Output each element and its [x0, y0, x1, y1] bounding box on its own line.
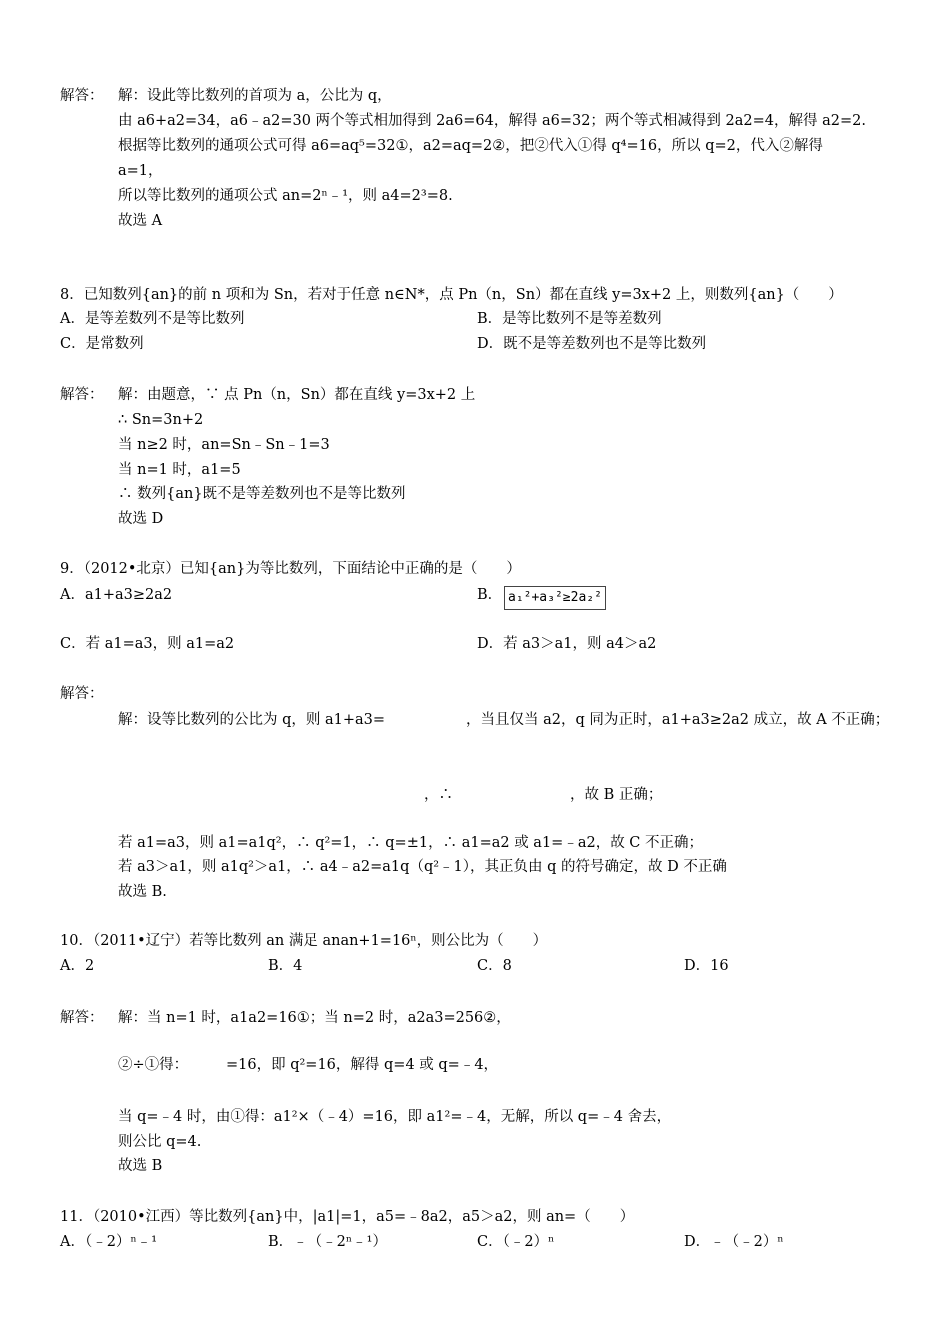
- q7-answer-line: 所以等比数列的通项公式 an=2ⁿ﹣¹，则 a4=2³=8.: [118, 188, 453, 204]
- q10-answer-line: 当 q=﹣4 时，由①得：a1²×（﹣4）=16，即 a1²=﹣4，无解，所以 q=﹣4 舍去，: [118, 1109, 672, 1125]
- q8-option-d: D．既不是等差数列也不是等比数列: [477, 336, 707, 352]
- q9-answer-line: ，当且仅当 a2，q 同为正时，a1+a3≥2a2 成立，故 A 不正确；: [466, 712, 890, 728]
- q8-answer-line: ∴ Sn=3n+2: [118, 412, 204, 428]
- q10-answer-line: =16，即 q²=16，解得 q=4 或 q=﹣4，: [226, 1057, 499, 1073]
- q7-answer-label: 解答：: [60, 88, 104, 104]
- q9-answer-line: 若 a3＞a1，则 a1q²＞a1，∴ a4﹣a2=a1q（q²﹣1），其正负由 q 的符号确定，故 D 不正确: [118, 859, 727, 875]
- q7-answer-line: 根据等比数列的通项公式可得 a6=aq⁵=32①，a2=aq=2②，把②代入①得 q⁴=16，所以 q=2，代入②解得: [118, 138, 823, 154]
- q11-option-b: B．﹣（﹣2ⁿ﹣¹）: [268, 1234, 387, 1250]
- q8-stem: 8．已知数列{an}的前 n 项和为 Sn，若对于任意 n∈N*，点 Pn（n，Sn）都在直线 y=3x+2 上，则数列{an}（ ）: [60, 287, 843, 303]
- q9-option-d: D．若 a3＞a1，则 a4＞a2: [477, 636, 657, 652]
- q10-stem: 10．（2011•辽宁）若等比数列 an 满足 anan+1=16ⁿ，则公比为（ ）: [60, 933, 548, 949]
- q10-option-d: D．16: [684, 958, 729, 974]
- q10-answer-line: 故选 B: [118, 1158, 163, 1174]
- q8-option-c: C．是常数列: [60, 336, 144, 352]
- q8-option-b: B．是等比数列不是等差数列: [477, 311, 662, 327]
- q10-answer-line: 则公比 q=4.: [118, 1134, 202, 1150]
- q9-answer-line: 若 a1=a3，则 a1=a1q²，∴ q²=1，∴ q=±1，∴ a1=a2 或 a1=﹣a2，故 C 不正确；: [118, 835, 704, 851]
- q8-answer-line: 故选 D: [118, 511, 164, 527]
- q9-answer-line: 解：设等比数列的公比为 q，则 a1+a3=: [118, 712, 386, 728]
- q8-answer-label: 解答：: [60, 387, 104, 403]
- q7-answer-line: a=1，: [118, 163, 163, 179]
- q9-answer-line: ，故 B 正确；: [570, 787, 663, 803]
- q9-option-b-formula: [504, 586, 606, 610]
- q8-option-a: A．是等差数列不是等比数列: [60, 311, 245, 327]
- q11-option-d: D．﹣（﹣2）ⁿ: [684, 1234, 784, 1250]
- q10-answer-line: 解：当 n=1 时，a1a2=16①；当 n=2 时，a2a3=256②，: [118, 1010, 511, 1026]
- q7-answer-line: 故选 A: [118, 213, 163, 229]
- q8-answer-line: 当 n=1 时，a1=5: [118, 462, 241, 478]
- formula-image: a₁²+a₃²≥2a₂²: [504, 586, 606, 610]
- q11-stem: 11．（2010•江西）等比数列{an}中，|a1|=1，a5=﹣8a2，a5＞a2，则 an=（ ）: [60, 1209, 635, 1225]
- q10-option-c: C．8: [477, 958, 512, 974]
- q10-answer-line: ②÷①得：: [118, 1057, 189, 1073]
- q9-option-c: C．若 a1=a3，则 a1=a2: [60, 636, 235, 652]
- q10-answer-label: 解答：: [60, 1010, 104, 1026]
- q7-answer-line: 由 a6+a2=34，a6﹣a2=30 两个等式相加得到 2a6=64，解得 a6=32；两个等式相减得到 2a2=4，解得 a2=2.: [118, 113, 866, 129]
- q10-option-a: A．2: [60, 958, 95, 974]
- q9-option-b: B．: [477, 587, 503, 603]
- q9-answer-line: 故选 B.: [118, 884, 167, 900]
- q9-option-a: A．a1+a3≥2a2: [60, 587, 173, 603]
- q10-option-b: B．4: [268, 958, 303, 974]
- q9-answer-label: 解答：: [60, 686, 104, 702]
- q11-option-c: C．（﹣2）ⁿ: [477, 1234, 555, 1250]
- q8-answer-line: ∴ 数列{an}既不是等差数列也不是等比数列: [118, 486, 406, 502]
- q11-option-a: A．（﹣2）ⁿ﹣¹: [60, 1234, 158, 1250]
- q7-answer-line: 解：设此等比数列的首项为 a，公比为 q，: [118, 88, 392, 104]
- q9-stem: 9．（2012•北京）已知{an}为等比数列，下面结论中正确的是（ ）: [60, 561, 521, 577]
- q9-answer-line: ，∴: [424, 787, 453, 803]
- q8-answer-line: 当 n≥2 时，an=Sn﹣Sn﹣1=3: [118, 437, 330, 453]
- q8-answer-line: 解：由题意，∵ 点 Pn（n，Sn）都在直线 y=3x+2 上: [118, 387, 476, 403]
